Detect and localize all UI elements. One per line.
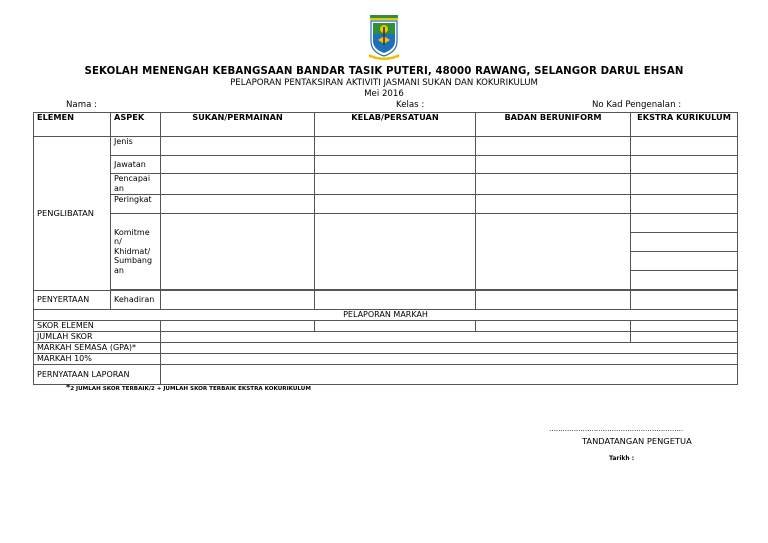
table-header-row	[34, 113, 738, 137]
table-row	[34, 365, 738, 385]
cell[interactable]	[315, 291, 476, 310]
footnote-star: *	[66, 383, 71, 392]
table-row	[34, 354, 738, 365]
aspek-kehadiran: Kehadiran	[111, 291, 161, 310]
table-row	[34, 174, 738, 195]
cell[interactable]	[161, 214, 315, 290]
cell[interactable]	[476, 156, 631, 174]
pelaporan-markah-title: PELAPORAN MARKAH	[34, 310, 738, 321]
col-elemen-header: ELEMEN	[34, 113, 111, 137]
cell[interactable]	[315, 137, 476, 156]
col-kelab-header: KELAB/PERSATUAN	[315, 113, 476, 137]
signature-line: ……………………………………………………	[549, 425, 684, 433]
aspek-jenis: Jenis	[111, 137, 161, 156]
cell[interactable]	[631, 252, 738, 271]
cell[interactable]	[631, 233, 738, 252]
cell[interactable]	[476, 321, 631, 332]
cell[interactable]	[315, 174, 476, 195]
cell[interactable]	[476, 291, 631, 310]
report-title: PELAPORAN PENTAKSIRAN AKTIVITI JASMANI SUKAN DAN KOKURIKULUM	[230, 78, 538, 88]
table-row	[34, 332, 738, 343]
school-name: SEKOLAH MENENGAH KEBANGSAAN BANDAR TASIK PUTERI, 48000 RAWANG, SELANGOR DARUL EHSAN	[84, 66, 684, 77]
aspek-komitmen: Komitme n/ Khidmat/ Sumbang an	[111, 214, 161, 290]
nama-label: Nama :	[66, 100, 97, 110]
cell[interactable]	[161, 321, 315, 332]
cell[interactable]	[476, 174, 631, 195]
cell[interactable]	[631, 291, 738, 310]
skor-elemen-label: SKOR ELEMEN	[34, 321, 161, 332]
cell[interactable]	[631, 271, 738, 290]
markah-10-label: MARKAH 10%	[34, 354, 161, 365]
cell[interactable]	[161, 137, 315, 156]
footnote	[66, 383, 311, 392]
elemen-penyertaan: PENYERTAAN	[34, 291, 111, 310]
cell[interactable]	[161, 365, 738, 385]
aspek-jawatan: Jawatan	[111, 156, 161, 174]
cell[interactable]	[631, 321, 738, 332]
no-kad-pengenalan-label: No Kad Pengenalan :	[592, 100, 682, 110]
cell[interactable]	[315, 195, 476, 214]
cell[interactable]	[315, 321, 476, 332]
signature-label: TANDATANGAN PENGETUA	[582, 436, 692, 446]
table-row	[34, 137, 738, 156]
table-row	[34, 195, 738, 214]
table-row	[34, 214, 738, 233]
cell[interactable]	[161, 291, 315, 310]
markah-semasa-label: MARKAH SEMASA (GPA)*	[34, 343, 161, 354]
cell[interactable]	[161, 343, 738, 354]
aspek-peringkat: Peringkat	[111, 195, 161, 214]
col-beruniform-header: BADAN BERUNIFORM	[476, 113, 631, 137]
col-aspek-header: ASPEK	[111, 113, 161, 137]
cell[interactable]	[476, 137, 631, 156]
kelas-label: Kelas :	[396, 100, 425, 110]
cell[interactable]	[631, 214, 738, 233]
col-sukan-header: SUKAN/PERMAINAN	[161, 113, 315, 137]
table-row	[34, 343, 738, 354]
report-date: Mei 2016	[364, 89, 404, 99]
cell[interactable]	[476, 214, 631, 290]
cell[interactable]	[315, 214, 476, 290]
cell[interactable]	[476, 195, 631, 214]
cell[interactable]	[161, 332, 631, 343]
pernyataan-laporan-label: PERNYATAAN LAPORAN	[34, 365, 161, 385]
cell[interactable]	[315, 156, 476, 174]
cell[interactable]	[161, 156, 315, 174]
table-row	[34, 291, 738, 310]
tarikh-label: Tarikh :	[609, 455, 635, 462]
cell[interactable]	[631, 332, 738, 343]
school-crest-logo	[367, 14, 401, 60]
aspek-pencapaian: Pencapai an	[111, 174, 161, 195]
cell[interactable]	[161, 354, 738, 365]
cell[interactable]	[161, 174, 315, 195]
table-row	[34, 156, 738, 174]
footnote-text: 2 JUMLAH SKOR TERBAIK/2 + JUMLAH SKOR TERBAIK EKSTRA KOKURIKULUM	[70, 386, 311, 392]
assessment-table	[33, 112, 738, 385]
col-ekstra-header: EKSTRA KURIKULUM	[631, 113, 738, 137]
cell[interactable]	[631, 195, 738, 214]
elemen-penglibatan: PENGLIBATAN	[34, 137, 111, 291]
cell[interactable]	[631, 174, 738, 195]
cell[interactable]	[161, 195, 315, 214]
jumlah-skor-label: JUMLAH SKOR	[34, 332, 161, 343]
cell[interactable]	[631, 137, 738, 156]
table-row	[34, 310, 738, 321]
table-row	[34, 321, 738, 332]
cell[interactable]	[631, 156, 738, 174]
